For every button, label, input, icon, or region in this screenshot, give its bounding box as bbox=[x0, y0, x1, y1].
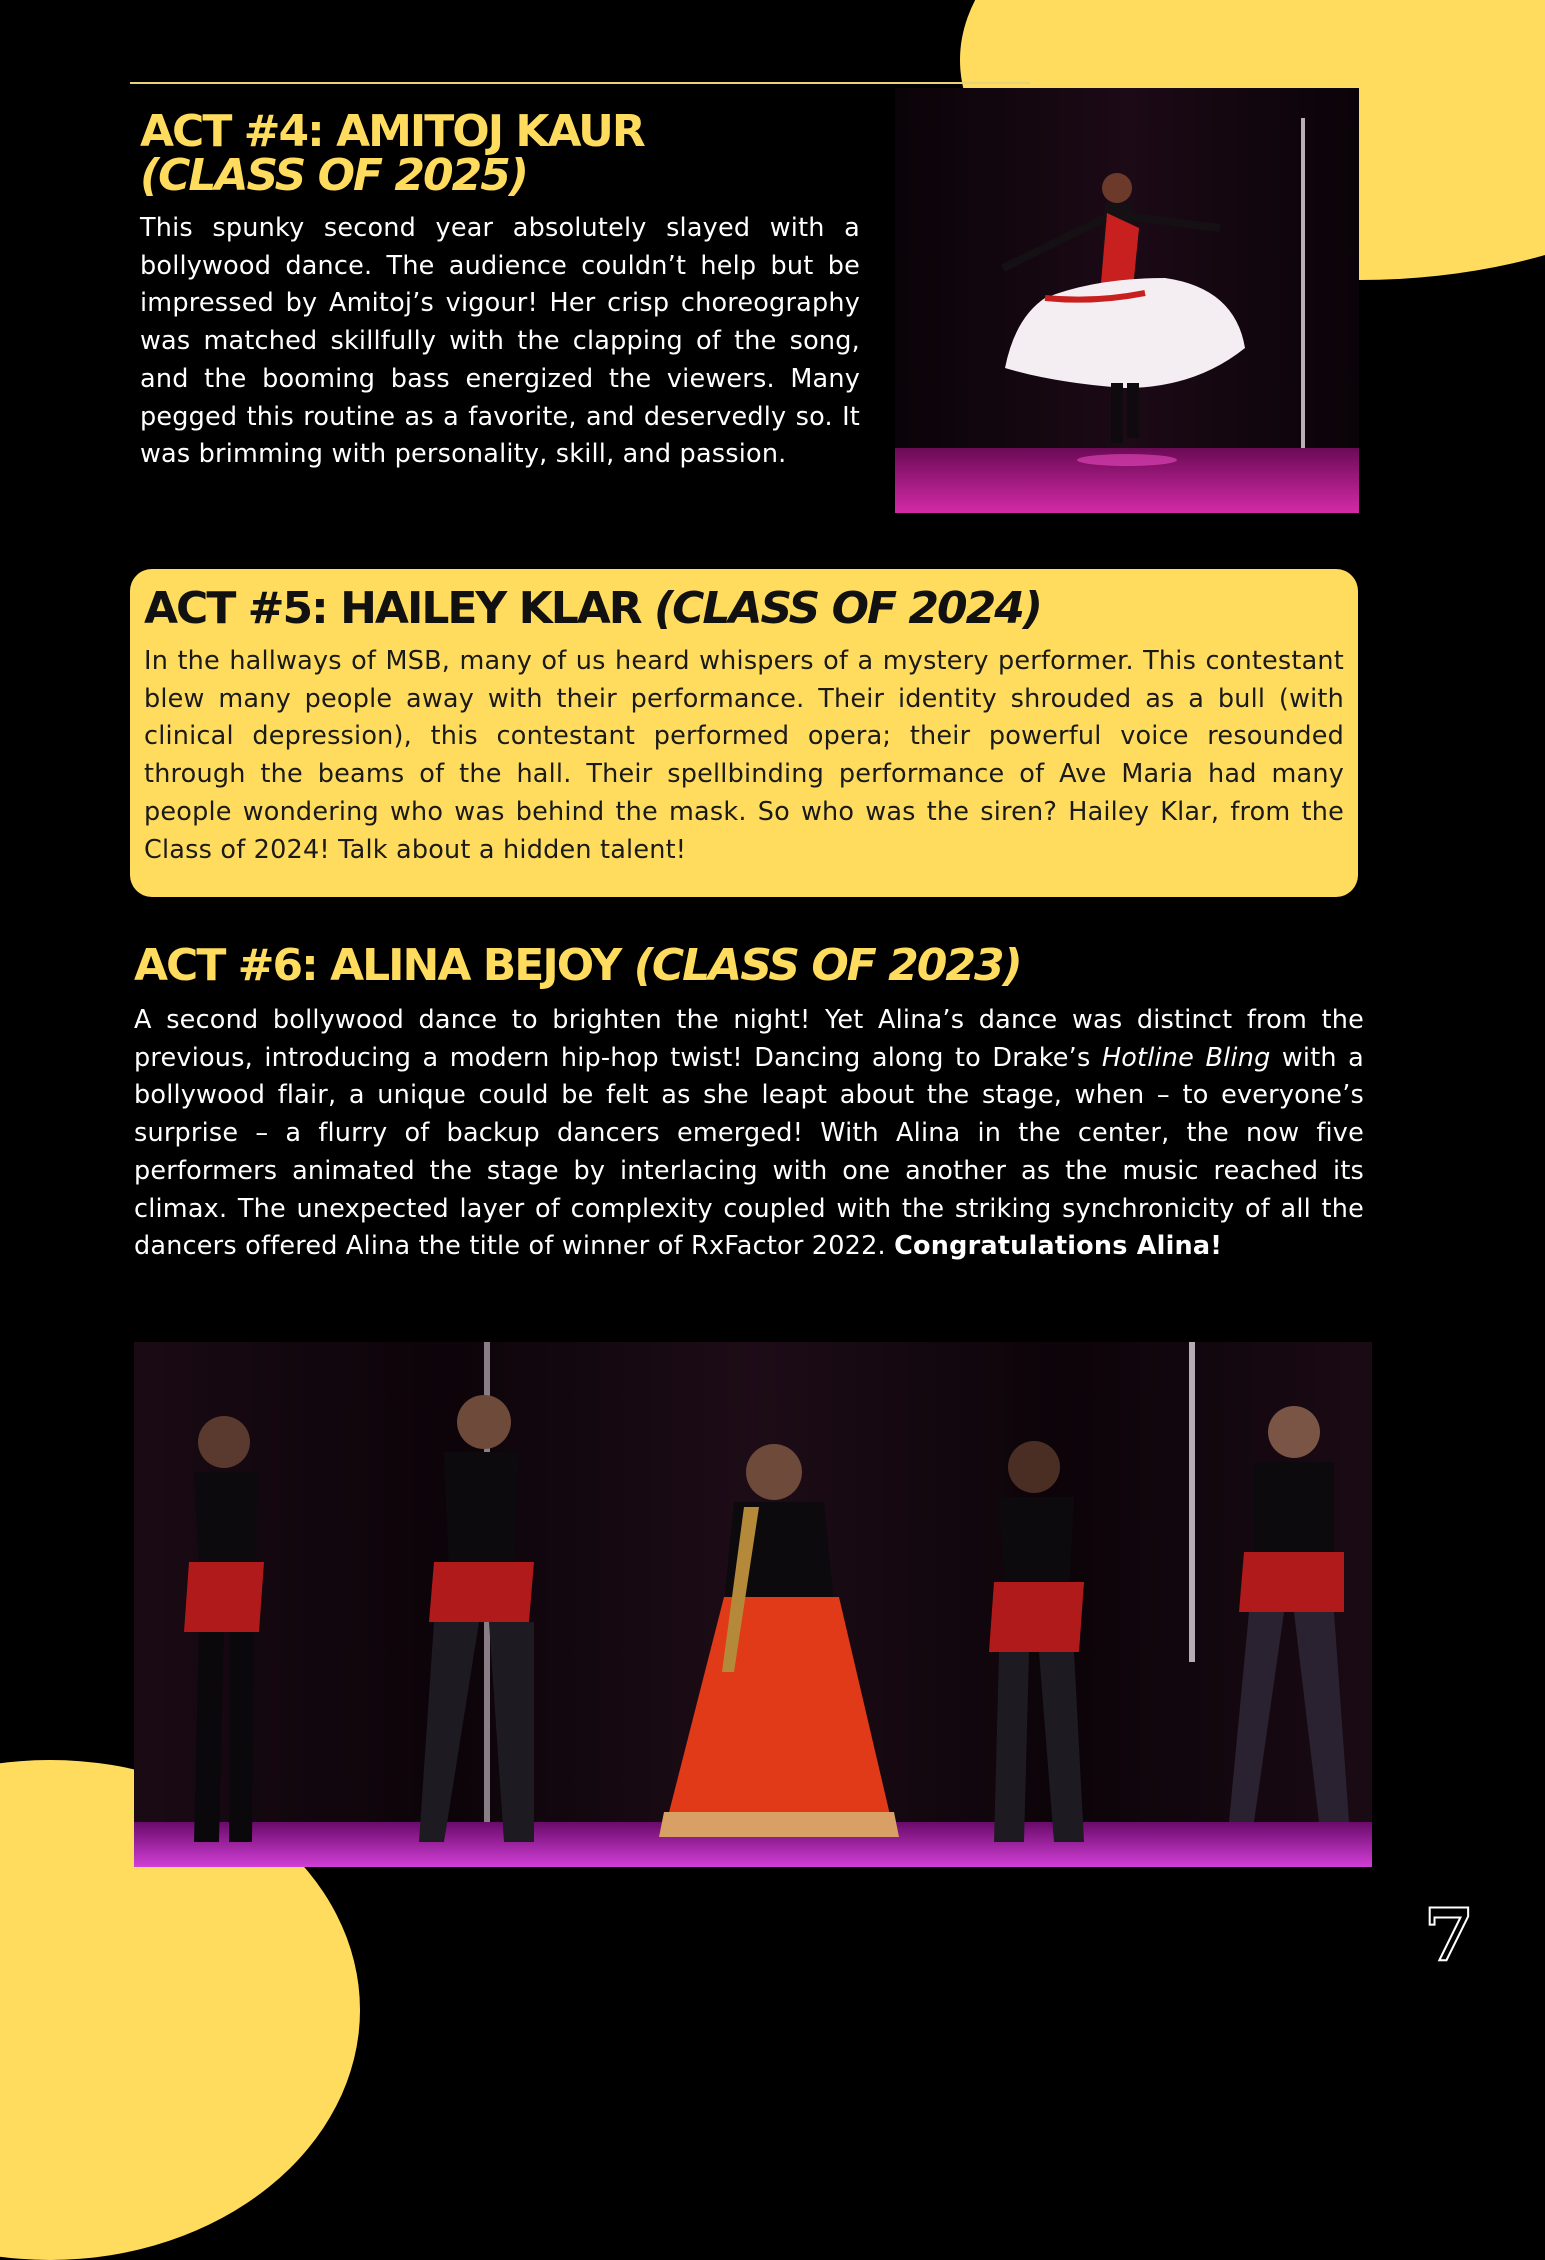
alina-group-dance-photo bbox=[134, 1342, 1372, 1867]
act-5-heading bbox=[144, 583, 1344, 634]
act-6-section bbox=[134, 940, 1364, 1266]
act-4-section bbox=[140, 106, 860, 474]
act-6-body-part-2: with a bollywood flair, a unique could be felt as she leapt about the stage, when – to everyone’s surprise – a flurry of backup dancers emerged! With Alina in the center, the now five performers animated the stage by interlacing with one another as the music reached its climax. The unexpected layer of complexity coupled with the striking synchronicity of all the dancers offered Alina the title of winner of RxFactor 2022. bbox=[134, 1042, 1364, 1262]
top-divider-line bbox=[130, 82, 1030, 84]
act-6-title: ACT #6: ALINA BEJOY bbox=[134, 940, 621, 991]
act-6-body-part-1: A second bollywood dance to brighten the night! Yet Alina’s dance was distinct from the previous, introducing a modern hip-hop twist! Dancing along to Drake’s bbox=[134, 1005, 1364, 1073]
act-5-class-year: (CLASS OF 2024) bbox=[654, 583, 1041, 634]
act-5-card bbox=[130, 569, 1358, 897]
amitoj-dance-photo bbox=[895, 88, 1359, 513]
page-number: 7 bbox=[1424, 1892, 1475, 1977]
act-6-description bbox=[134, 1002, 1364, 1266]
act-6-closing: Congratulations Alina! bbox=[894, 1231, 1223, 1262]
act-4-description: This spunky second year absolutely slayed with a bollywood dance. The audience couldn’t help but be impressed by Amitoj’s vigour! Her crisp choreography was matched skillfully with the clapping of the song, and the booming bass energized the viewers. Many pegged this routine as a favorite, and deservedly so. It was brimming with personality, skill, and passion. bbox=[140, 213, 860, 470]
act-4-title: ACT #4: AMITOJ KAUR bbox=[140, 106, 644, 157]
song-title: Hotline Bling bbox=[1101, 1042, 1271, 1073]
act-4-class-year: (CLASS OF 2025) bbox=[140, 150, 527, 201]
act-5-description: In the hallways of MSB, many of us heard whispers of a mystery performer. This contestant blew many people away with their performance. Their identity shrouded as a bull (with clinical depression), this contestant performed opera; their powerful voice resounded through the beams of the hall. Their spellbinding performance of Ave Maria had many people wondering who was behind the mask. So who was the siren? Hailey Klar, from the Class of 2024! Talk about a hidden talent! bbox=[144, 646, 1344, 865]
act-5-title: ACT #5: HAILEY KLAR bbox=[144, 583, 641, 634]
act-6-heading bbox=[134, 940, 1364, 991]
act-4-heading bbox=[140, 106, 860, 201]
act-6-class-year: (CLASS OF 2023) bbox=[633, 940, 1021, 991]
